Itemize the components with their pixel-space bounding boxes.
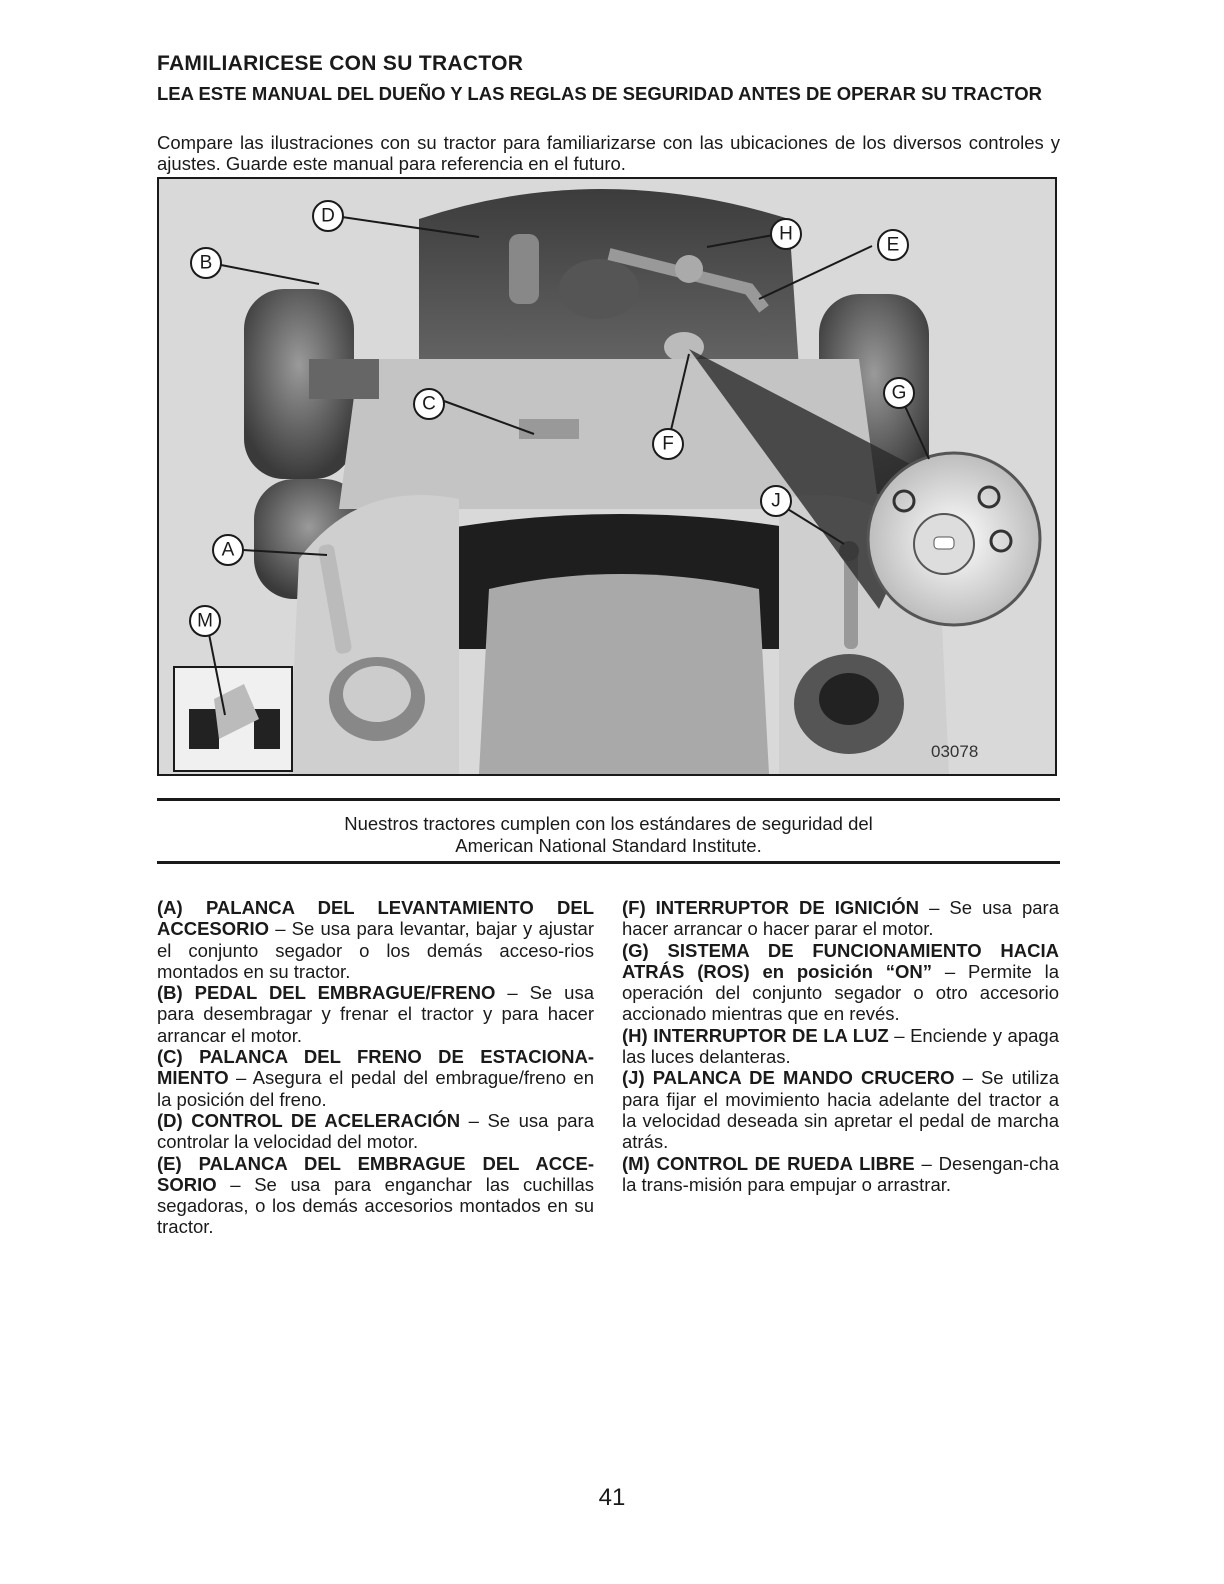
control-item-h: (H) INTERRUPTOR DE LA LUZ – Enciende y apaga las luces delanteras.: [622, 1024, 1059, 1068]
control-item-e: (E) PALANCA DEL EMBRAGUE DEL ACCE-SORIO – Se usa para enganchar las cuchillas segadoras, o los demás accesorios montados en su tractor.: [157, 1152, 594, 1238]
callout-g: G: [891, 382, 907, 404]
controls-list-left: [157, 897, 594, 1238]
page-number: 41: [598, 1484, 626, 1511]
callout-h: H: [779, 223, 793, 245]
safety-note: [157, 813, 1060, 857]
page-subheading: LEA ESTE MANUAL DEL DUEÑO Y LAS REGLAS DE SEGURIDAD ANTES DE OPERAR SU TRACTOR: [157, 83, 1043, 104]
callout-a: A: [221, 539, 235, 561]
callout-b: B: [199, 252, 213, 274]
page-heading: FAMILIARICESE CON SU TRACTOR: [157, 52, 524, 75]
figure-code: 03078: [931, 742, 979, 761]
control-item-j: (J) PALANCA DE MANDO CRUCERO – Se utiliza para fijar el movimiento hacia adelante del tractor a la velocidad deseada sin apretar el pedal de marcha atrás.: [622, 1067, 1059, 1153]
safety-note-line2: American National Standard Institute.: [455, 835, 762, 856]
control-item-f: (F) INTERRUPTOR DE IGNICIÓN – Se usa para hacer arrancar o hacer parar el motor.: [622, 897, 1059, 940]
intro-paragraph: Compare las ilustraciones con su tractor para familiarizarse con las ubicaciones de los diversos controles y ajustes. Guarde este manual para referencia en el futuro.: [157, 132, 1060, 174]
control-item-a: (A) PALANCA DEL LEVANTAMIENTO DEL ACCESORIO – Se usa para levantar, bajar y ajustar el conjunto segador o los demás acceso-rios montados en su tractor.: [157, 897, 594, 982]
callout-m: M: [197, 610, 213, 632]
control-item-c: (C) PALANCA DEL FRENO DE ESTACIONA-MIENTO – Asegura el pedal del embrague/freno en la posición del freno.: [157, 1046, 594, 1110]
divider-top: [157, 798, 1060, 801]
control-item-m: (M) CONTROL DE RUEDA LIBRE – Desengan-cha la trans-misión para empujar o arrastrar.: [622, 1152, 1059, 1195]
control-item-g: (G) SISTEMA DE FUNCIONAMIENTO HACIA ATRÁS (ROS) en posición “ON” – Permite la operación del conjunto segador o otro accesorio accionado mientras que en revés.: [622, 939, 1059, 1025]
callout-d: D: [321, 205, 335, 227]
divider-bottom: [157, 861, 1060, 864]
tractor-controls-figure: [157, 177, 1057, 776]
controls-list-right: [622, 897, 1059, 1195]
callout-f: F: [662, 433, 674, 455]
seat: [479, 574, 769, 774]
tractor-illustration: [159, 179, 1055, 774]
callout-c: C: [422, 393, 436, 415]
control-item-b: (B) PEDAL DEL EMBRAGUE/FRENO – Se usa para desembragar y frenar el tractor y para hacer arrancar el motor.: [157, 982, 594, 1046]
control-item-d: (D) CONTROL DE ACELERACIÓN – Se usa para controlar la velocidad del motor.: [157, 1109, 594, 1153]
callout-j: J: [771, 490, 781, 512]
safety-note-line1: Nuestros tractores cumplen con los estándares de seguridad del: [344, 813, 873, 834]
callout-e: E: [886, 234, 900, 256]
